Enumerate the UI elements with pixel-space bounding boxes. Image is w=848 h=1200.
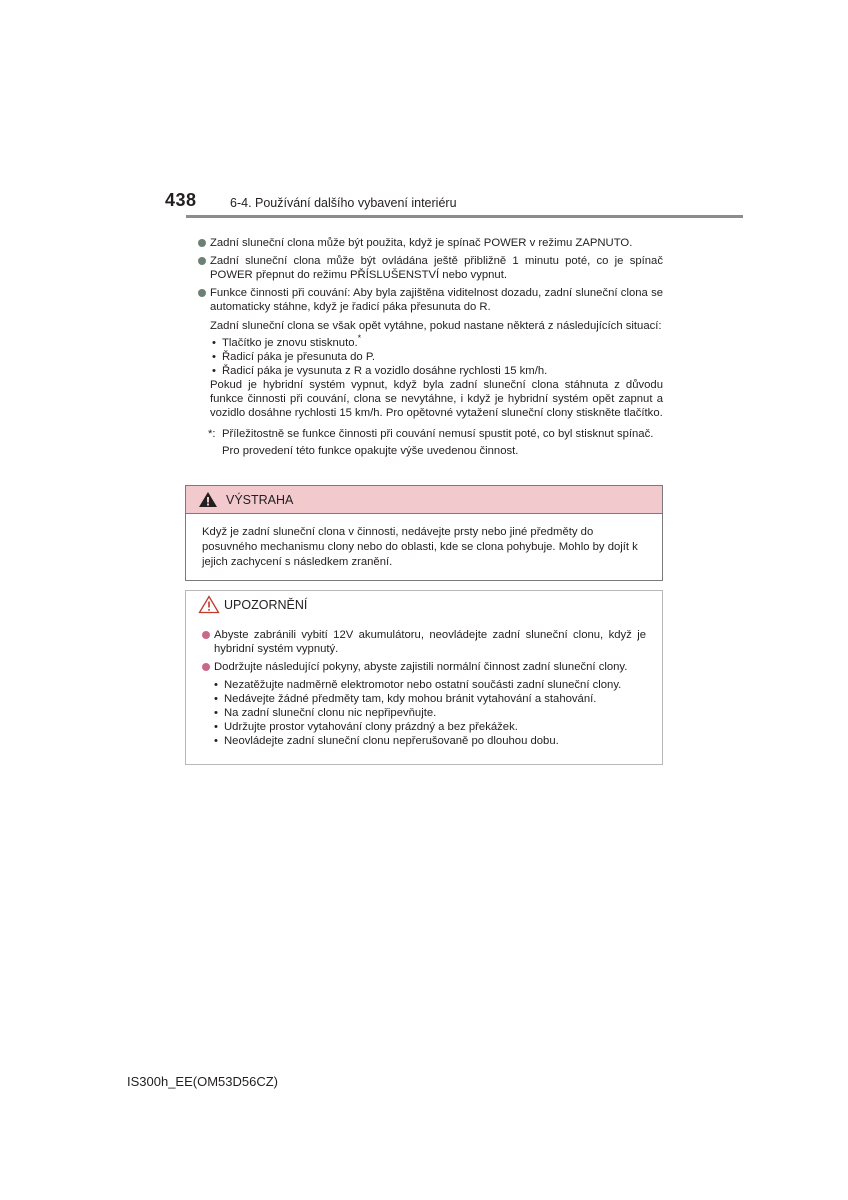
section-title: 6-4. Používání dalšího vybavení interiéru [230, 196, 457, 210]
hybrid-paragraph: Pokud je hybridní systém vypnut, když byla zadní sluneční clona stáhnuta z důvodu funkce činnosti při couvání, clona se nevytáhne, i když je hybridní systém opět zapnut a vozidlo dosáhne rychlosti 15 km/h. Pro opětovné vytažení sluneční clony stiskněte tlačítko. [210, 379, 663, 419]
caution-triangle-icon [198, 595, 220, 614]
bullet-dot-icon [202, 631, 210, 639]
list-item: • Řadicí páka je přesunuta do P. [212, 351, 376, 363]
warning-header [186, 486, 662, 514]
header-rule [186, 215, 743, 218]
caution-box [185, 590, 663, 765]
caution-list [202, 678, 646, 748]
bullet-dot-icon [198, 289, 206, 297]
list-item: • Neovládejte zadní sluneční clonu nepřerušovaně po dlouhou dobu. [214, 735, 559, 747]
warning-triangle-icon [198, 491, 218, 508]
list-item-text: Udržujte prostor vytahování clony prázdný a bez překážek. [224, 721, 518, 733]
bullet-item [198, 254, 663, 282]
list-item: • Řadicí páka je vysunuta z R a vozidlo dosáhne rychlosti 15 km/h. [212, 365, 548, 377]
list-item: • Tlačítko je znovu stisknuto.* [212, 333, 362, 349]
bullet-text: Funkce činnosti při couvání: Aby byla zajištěna viditelnost dozadu, zadní sluneční clona se automaticky stáhne, když je řadicí páka přesunuta do R. [210, 287, 663, 313]
warning-box [185, 485, 663, 581]
list-item-text: Neovládejte zadní sluneční clonu nepřerušovaně po dlouhou dobu. [224, 735, 559, 747]
list-item-text: Na zadní sluneční clonu nic nepřipevňujte. [224, 707, 437, 719]
list-item: • Na zadní sluneční clonu nic nepřipevňujte. [214, 707, 437, 719]
document-code: IS300h_EE(OM53D56CZ) [127, 1074, 279, 1089]
bullet-item [198, 236, 663, 250]
reverse-paragraph: Zadní sluneční clona se však opět vytáhne, pokud nastane některá z následujících situací: [210, 320, 662, 332]
list-item-text: Řadicí páka je přesunuta do P. [222, 351, 376, 363]
list-item-text: Nezatěžujte nadměrně elektromotor nebo ostatní součásti zadní sluneční clony. [224, 679, 622, 691]
list-item: • Udržujte prostor vytahování clony prázdný a bez překážek. [214, 721, 518, 733]
bullet-dot-icon [202, 663, 210, 671]
list-item: • Nezatěžujte nadměrně elektromotor nebo ostatní součásti zadní sluneční clony. [214, 679, 622, 691]
bullet-item [198, 286, 663, 314]
bullet-text: Zadní sluneční clona může být ovládána ještě přibližně 1 minutu poté, co je spínač POWER přepnut do režimu PŘÍSLUŠENSTVÍ nebo vypnut. [210, 255, 663, 281]
caution-bullet-text: Dodržujte následující pokyny, abyste zajistili normální činnost zadní sluneční clony. [214, 661, 628, 673]
caution-bullet-text: Abyste zabránili vybití 12V akumulátoru, neovládejte zadní sluneční clonu, když je hybridní systém vypnutý. [214, 629, 646, 655]
list-item-text: Řadicí páka je vysunuta z R a vozidlo dosáhne rychlosti 15 km/h. [222, 365, 548, 377]
caution-bullet [202, 660, 646, 674]
caution-header [186, 591, 662, 618]
bullet-text: Zadní sluneční clona může být použita, když je spínač POWER v režimu ZAPNUTO. [210, 237, 633, 249]
footnote-mark: *: [208, 428, 216, 440]
warning-title: VÝSTRAHA [226, 492, 294, 507]
reverse-conditions-list [198, 333, 663, 420]
list-item-text: Nedávejte žádné předměty tam, kdy mohou bránit vytahování a stahování. [224, 693, 597, 705]
footnote-text: Příležitostně se funkce činnosti při couvání nemusí spustit poté, co byl stisknut spínač. Pro provedení této funkce opakujte výše uvedenou činnost. [222, 428, 654, 457]
footnote-star: * [357, 333, 362, 344]
bullet-dot-icon [198, 257, 206, 265]
list-item: • Nedávejte žádné předměty tam, kdy mohou bránit vytahování a stahování. [214, 693, 597, 705]
caution-bullet [202, 628, 646, 656]
footnote [198, 426, 663, 460]
main-content [198, 236, 663, 460]
caution-title: UPOZORNĚNÍ [224, 597, 308, 612]
list-item-text: Tlačítko je znovu stisknuto. [222, 337, 358, 349]
warning-text: Když je zadní sluneční clona v činnosti, nedávejte prsty nebo jiné předměty do posuvného mechanismu clony nebo do oblasti, kde se clona pohybuje. Mohlo by dojít k jejich zachycení s následkem zranění. [202, 526, 638, 568]
caution-content [186, 618, 662, 748]
page-number: 438 [165, 190, 197, 210]
bullet-dot-icon [198, 239, 206, 247]
